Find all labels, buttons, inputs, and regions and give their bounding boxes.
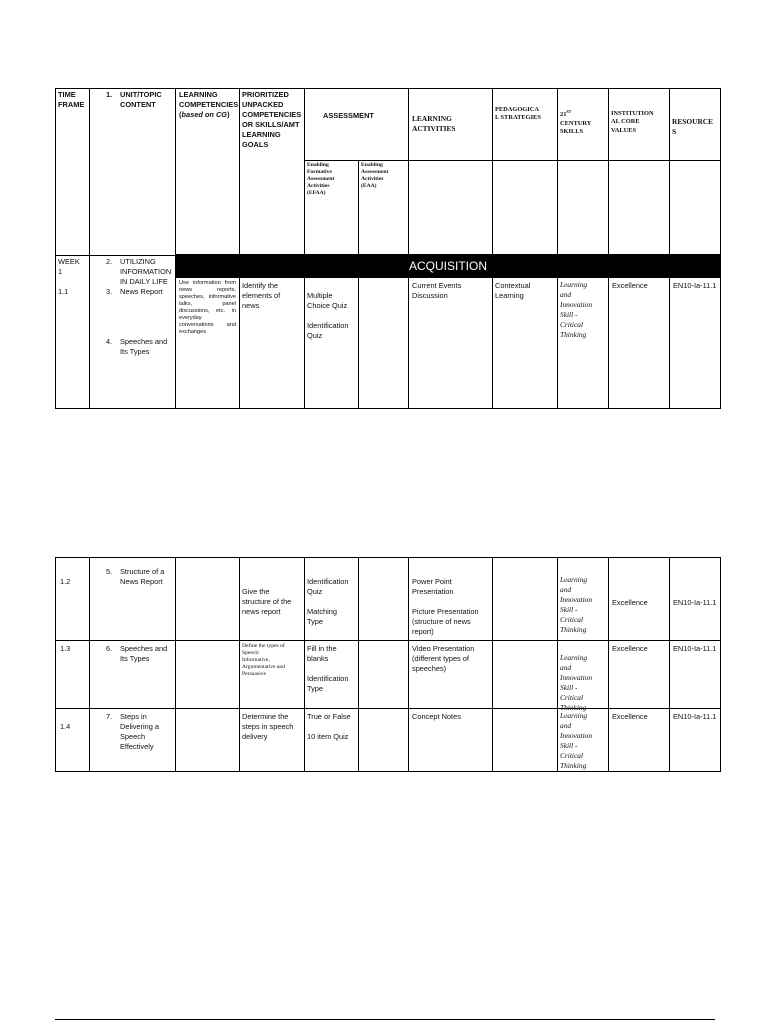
row-time-frame: 1.3: [60, 644, 71, 653]
row-prioritized-competency: Give the structure of the news report: [242, 587, 292, 616]
item-number: 6.: [106, 644, 113, 653]
header-unit-number: 1.: [106, 90, 113, 99]
header-assessment: ASSESSMENT: [323, 111, 374, 120]
item-speeches-types: Speeches and Its Types: [120, 337, 168, 356]
row-learning-activities: Power Point Presentation Picture Presentation (structure of news report): [412, 577, 479, 636]
item-number-4: 4.: [106, 337, 113, 346]
row-learning-activities: Concept Notes: [412, 712, 461, 721]
row-century-skills: Learning and Innovation Skill - Critical Thinking: [560, 575, 593, 634]
row-core-values: Excellence: [612, 712, 648, 721]
row-efaa: Fill in the blanks Identification Type: [307, 644, 349, 693]
row-efaa: True or False 10 item Quiz: [307, 712, 351, 741]
item-topic: Structure of a News Report: [120, 567, 165, 586]
header-unit-topic-content: UNIT/TOPIC CONTENT: [120, 90, 162, 109]
header-learning-competencies: [179, 90, 238, 120]
row-prioritized-competency: Define the types of Speech: Informative, Argumentative and Persuasive: [242, 643, 285, 677]
row-century-skills: Learning and Innovation Skill - Critical Thinking: [560, 711, 593, 770]
row-resource: EN10-Ia-11.1: [673, 644, 717, 653]
row-learning-activities: Current Events Discussion: [412, 281, 462, 300]
item-news-report: News Report: [120, 287, 163, 296]
row-century-skills: Learning and Innovation Skill - Critical Thinking: [560, 280, 593, 339]
row-resource: EN10-Ia-11.1: [673, 281, 717, 290]
item-number-2: 2.: [106, 257, 113, 266]
century-label: CENTURY SKILLS: [560, 119, 592, 135]
row-core-values: Excellence: [612, 598, 648, 607]
row-learning-activities: Video Presentation (different types of speeches): [412, 644, 475, 673]
row-time-frame: 1.4: [60, 722, 71, 731]
header-pedagogical-strategies: PEDAGOGICA L STRATEGIES: [495, 106, 541, 122]
item-number: 7.: [106, 712, 113, 721]
header-eaa: Enabling Assessment Activities (EAA): [361, 162, 389, 189]
row-learning-competency: Use information from news reports, speeches, informative talks, panel discussions, etc. in everyday conversations and exchanges: [179, 280, 236, 335]
row-efaa: Identification Quiz Matching Type: [307, 577, 349, 626]
row-time-frame: WEEK 1 1.1: [58, 257, 80, 296]
header-resources: RESOURCE S: [672, 117, 714, 136]
header-institutional-core-values: INSTITUTION AL CORE VALUES: [611, 110, 654, 134]
row-core-values: Excellence: [612, 281, 648, 290]
header-learning-activities: LEARNING ACTIVITIES: [412, 114, 456, 133]
header-prioritized-competencies: PRIORITIZED UNPACKED COMPETENCIES OR SKILLS/AMT LEARNING GOALS: [242, 90, 302, 149]
century-number: 21: [560, 111, 567, 119]
header-learning-competencies-close: ): [227, 110, 230, 119]
row-prioritized-competency: Determine the steps in speech delivery: [242, 712, 294, 741]
row-resource: EN10-Ia-11.1: [673, 598, 717, 607]
item-utilizing-information: UTILIZING INFORMATION IN DAILY LIFE: [120, 257, 172, 286]
row-century-skills: Learning and Innovation Skill - Critical Thinking: [560, 653, 593, 712]
header-efaa: Enabling Formative Assessment Activities (EFAA): [307, 162, 335, 196]
item-topic: Steps in Delivering a Speech Effectively: [120, 712, 160, 751]
row-efaa: Multiple Choice Quiz Identification Quiz: [307, 291, 349, 340]
century-superscript: ST: [566, 109, 572, 114]
row-resource: EN10-Ia-11.1: [673, 712, 717, 721]
item-number: 5.: [106, 567, 113, 576]
header-learning-competencies-label: LEARNING COMPETENCIES (: [179, 90, 239, 119]
row-prioritized-competency: Identify the elements of news: [242, 281, 281, 310]
acquisition-banner: ACQUISITION: [175, 254, 721, 278]
header-21st-century-skills: [560, 108, 591, 136]
row-core-values: Excellence: [612, 644, 648, 653]
header-based-on-cg: based on CG: [181, 110, 228, 119]
header-time-frame: TIME FRAME: [58, 90, 85, 109]
row-pedagogical-strategy: Contextual Learning: [495, 281, 531, 300]
row-time-frame: 1.2: [60, 577, 71, 586]
item-number-3: 3.: [106, 287, 113, 296]
item-topic: Speeches and Its Types: [120, 644, 168, 663]
